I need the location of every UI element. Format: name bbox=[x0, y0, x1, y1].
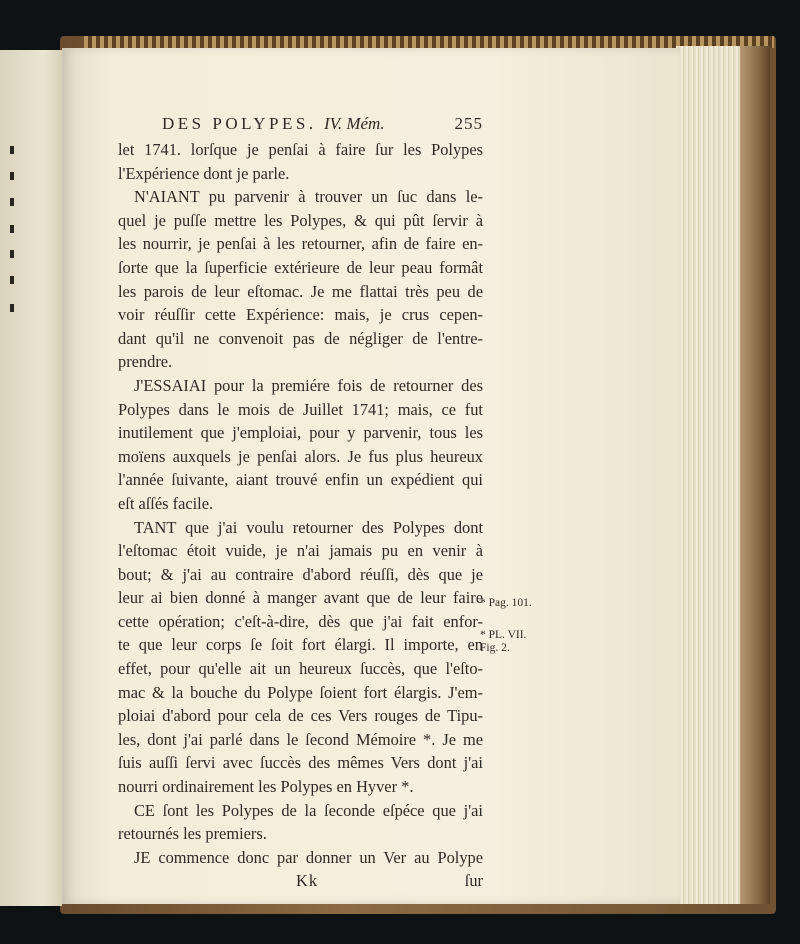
running-title: DES POLYPES. bbox=[162, 114, 317, 133]
text-line: nourri ordinairement les Polypes en Hyver *. bbox=[118, 777, 414, 797]
page-text bbox=[118, 110, 483, 893]
page-footer bbox=[118, 869, 483, 893]
paragraph-start: CE ſont les Polypes de la ſeconde eſpéce que j'ai bbox=[134, 800, 483, 820]
text-line: cette opération; c'eſt-à-dire, dès que j'ai fait enfor- bbox=[118, 611, 483, 631]
text-line: retournés les premiers. bbox=[118, 824, 267, 844]
text-line: effet, pour qu'elle ait un heureux ſuccès, que l'eſto- bbox=[118, 659, 483, 679]
memoir-label: IV. Mém. bbox=[324, 114, 385, 133]
text-line: dant qu'il ne convenoit pas de négliger de l'entre- bbox=[118, 328, 483, 348]
text-line: les parois de leur eſtomac. Je me flattai très peu de bbox=[118, 281, 483, 301]
text-line: inutilement que j'emploiai, pour y parvenir, tous les bbox=[118, 423, 483, 443]
text-line: mac & la bouche du Polype ſoient fort élargis. J'em- bbox=[118, 682, 483, 702]
page-number: 255 bbox=[454, 114, 483, 133]
text-line: Polypes dans le mois de Juillet 1741; mais, ce fut bbox=[118, 399, 483, 419]
text-line: l'année ſuivante, aiant trouvé enfin un expédient qui bbox=[118, 470, 483, 490]
paragraph-start: JE commence donc par donner un Ver au Polype bbox=[134, 847, 483, 867]
margin-note-figure-ref: Fig. 2. bbox=[480, 642, 510, 654]
margin-note-plate-ref: * PL. VII. bbox=[480, 629, 527, 641]
cover-tooling bbox=[84, 36, 774, 48]
text-line: ploiai d'abord pour cela de ces Vers rouges de Tipu- bbox=[118, 706, 483, 726]
paragraph-start: N'AIANT pu parvenir à trouver un ſuc dans le- bbox=[134, 187, 483, 207]
running-header bbox=[118, 110, 483, 138]
paragraph-start: TANT que j'ai voulu retourner des Polypes dont bbox=[134, 517, 483, 537]
text-line: quel je puſſe mettre les Polypes, & qui pût ſervir à bbox=[118, 210, 483, 230]
margin-note-page-ref: * Pag. 101. bbox=[480, 597, 532, 609]
signature-mark: Kk bbox=[296, 871, 319, 891]
left-page bbox=[0, 50, 62, 906]
text-line: l'eſtomac étoit vuide, je n'ai jamais pu en venir à bbox=[118, 541, 483, 561]
cover-edge bbox=[740, 46, 770, 904]
catchword: ſur bbox=[464, 871, 483, 891]
text-line: les, dont j'ai parlé dans le ſecond Mémoire *. Je me bbox=[118, 729, 483, 749]
text-line: leur ai bien donné à manger avant que de leur faire bbox=[118, 588, 483, 608]
text-line: ſorte que la ſuperficie extérieure de leur peau formât bbox=[118, 257, 483, 277]
text-line: moïens auxquels je penſai alors. Je fus plus heureux bbox=[118, 446, 483, 466]
text-line: prendre. bbox=[118, 352, 173, 372]
text-line: voir réuſſir cette Expérience: mais, je crus cepen- bbox=[118, 305, 483, 325]
text-line: les nourrir, je penſai à les retourner, afin de faire en- bbox=[118, 234, 483, 254]
text-line: l'Expérience dont je parle. bbox=[118, 163, 290, 183]
text-line: eſt aſſés facile. bbox=[118, 493, 214, 513]
text-line: bout; & j'ai au contraire d'abord réuſſi, dès que je bbox=[118, 564, 483, 584]
text-line: te que leur corps ſe ſoit fort élargi. Il importe, en bbox=[118, 635, 483, 655]
paragraph-start: J'ESSAIAI pour la premiére fois de retourner des bbox=[134, 375, 483, 395]
text-line: ſuis auſſi ſervi avec ſuccès des mêmes Vers dont j'ai bbox=[118, 753, 483, 773]
text-line: let 1741. lorſque je penſai à faire ſur les Polypes bbox=[118, 140, 483, 159]
